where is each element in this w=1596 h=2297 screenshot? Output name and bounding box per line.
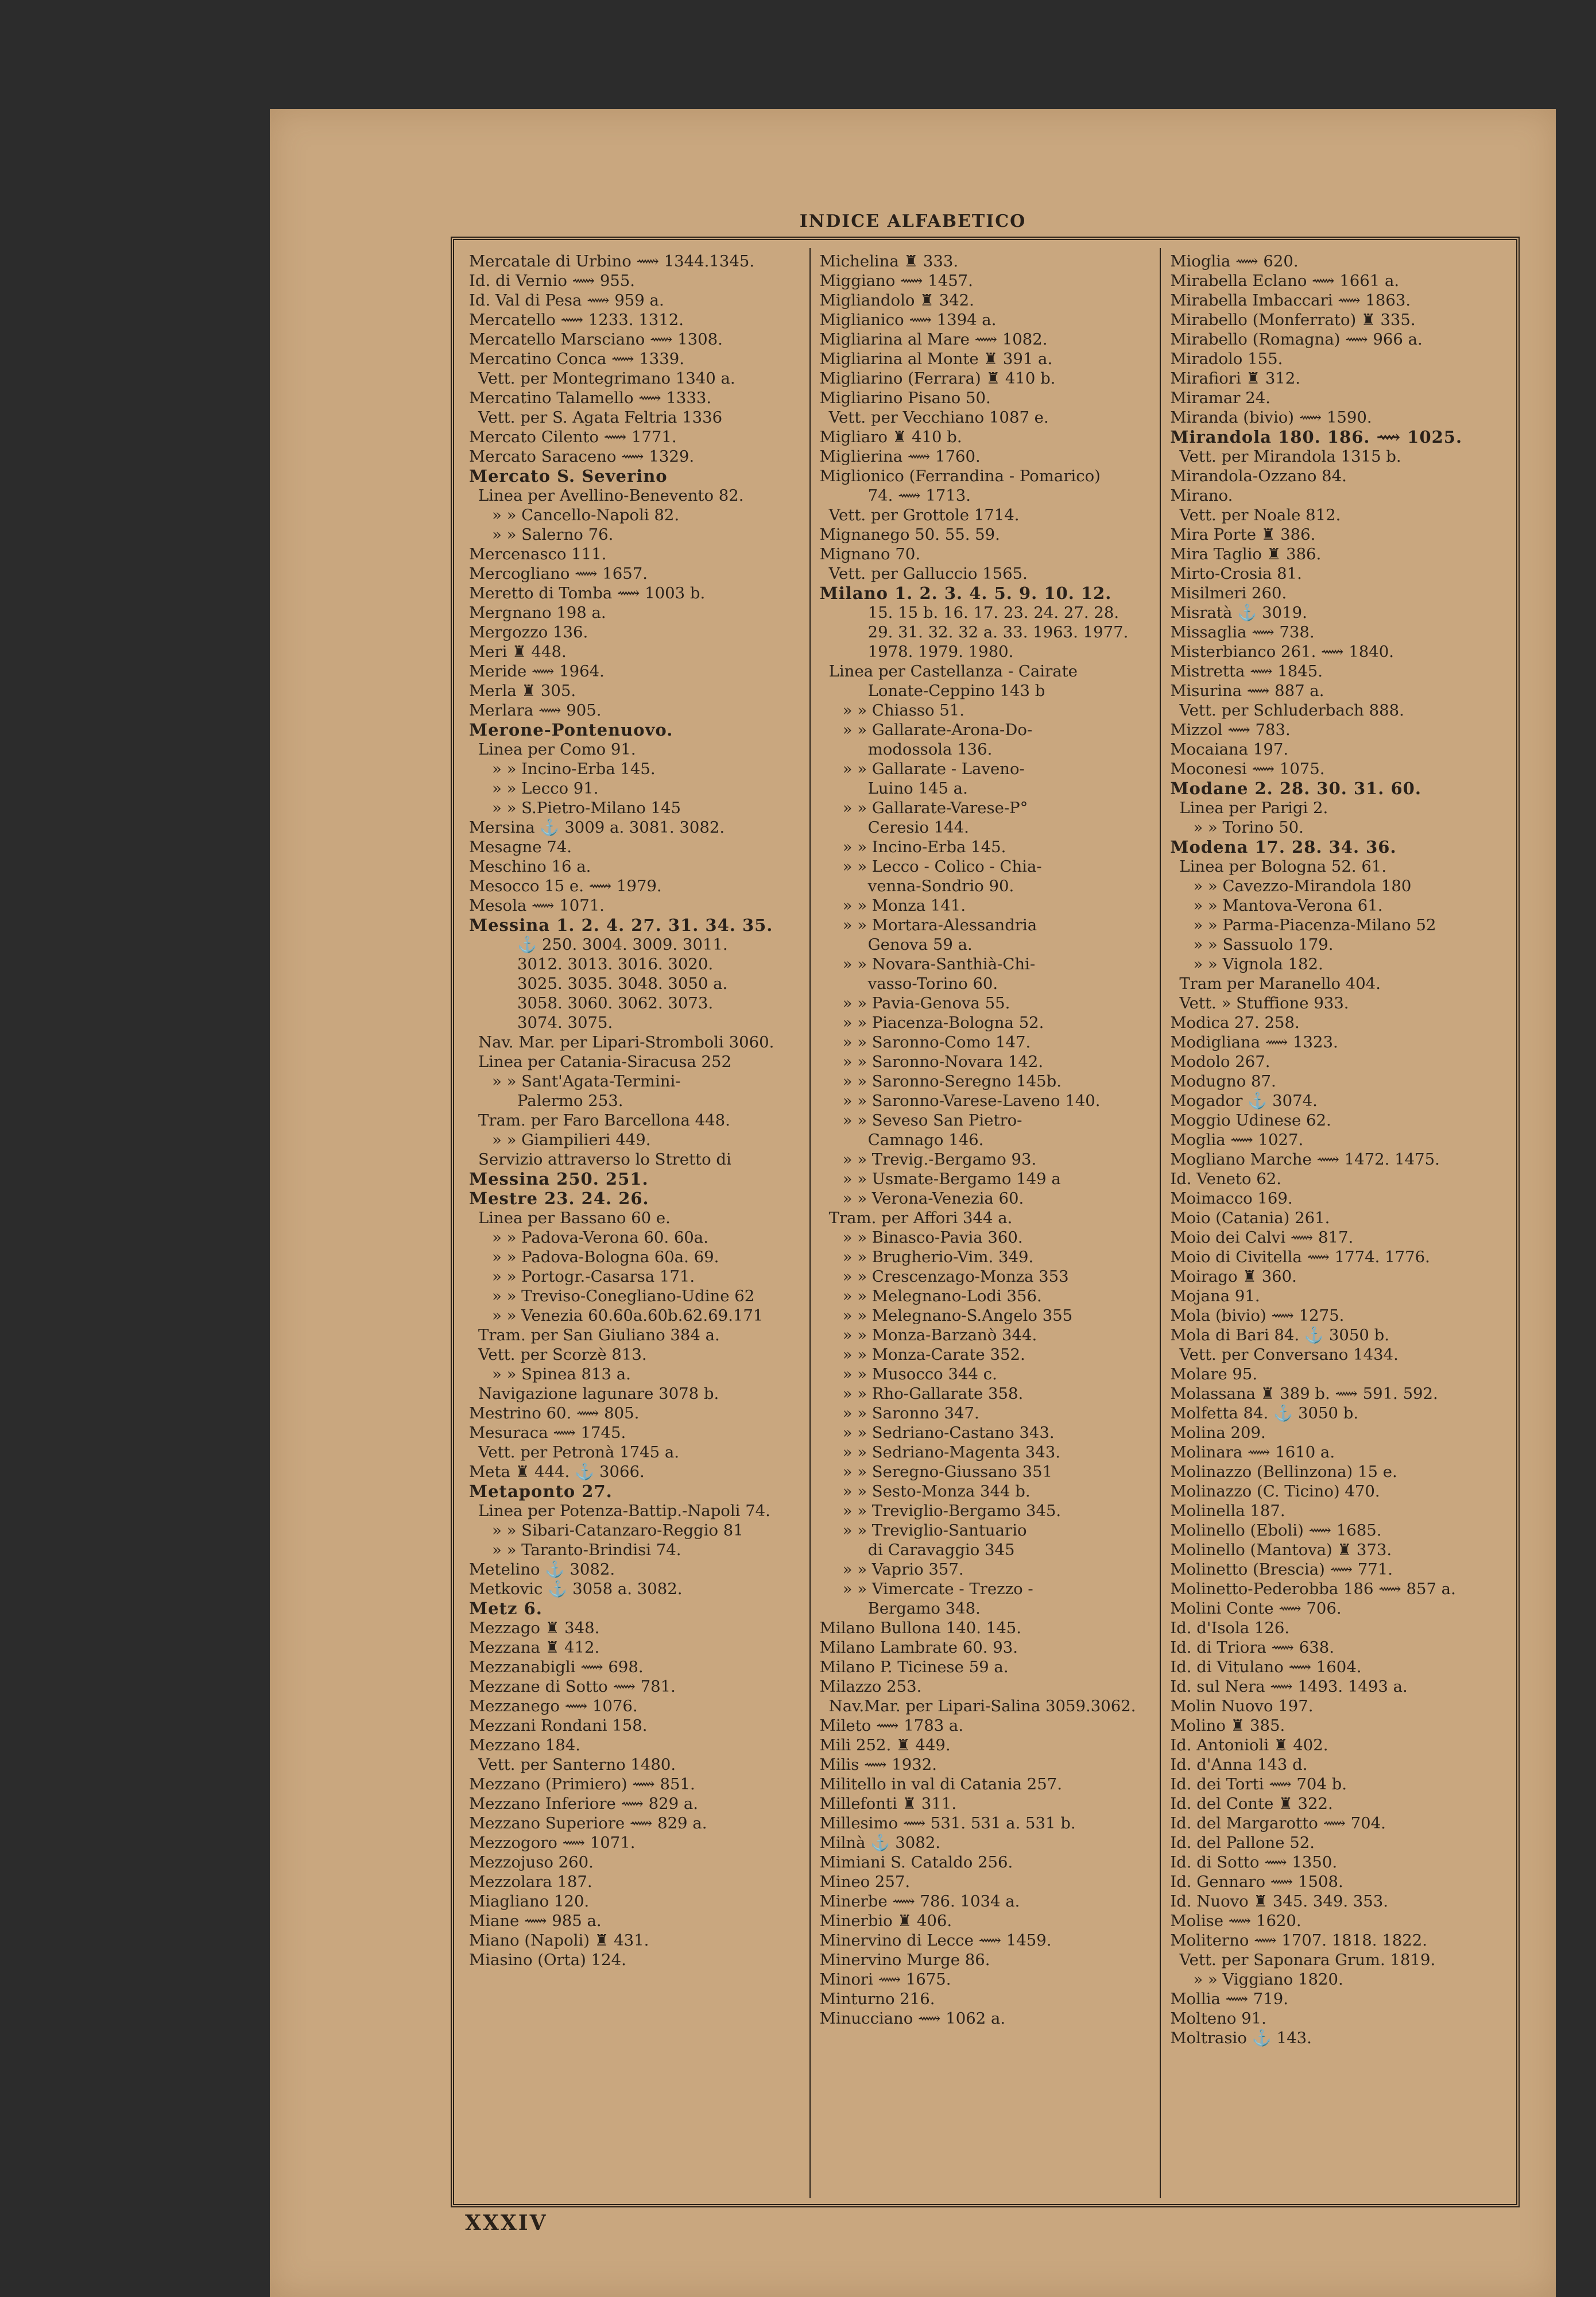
index-entry: Ceresio 144. [867, 818, 969, 837]
index-entry: Genova 59 a. [867, 935, 973, 954]
index-entry: » » Sant'Agata-Termini- [492, 1072, 681, 1091]
index-entry: » » Cavezzo-Mirandola 180 [1193, 877, 1412, 895]
index-entry: Id. di Sotto ⟿ 1350. [1170, 1853, 1338, 1871]
index-entry: Migliandolo ♜ 342. [819, 291, 974, 310]
index-entry: Modica 27. 258. [1170, 1014, 1300, 1032]
index-entry: Id. di Vitulano ⟿ 1604. [1170, 1658, 1362, 1676]
page [270, 109, 1556, 2297]
index-entry: » » Monza-Barzanò 344. [842, 1326, 1037, 1344]
index-entry: Tram per Maranello 404. [1179, 975, 1381, 993]
index-entry: » » Padova-Verona 60. 60a. [492, 1228, 708, 1247]
index-entry: Miramar 24. [1170, 389, 1270, 407]
index-entry: Mirafiori ♜ 312. [1170, 369, 1301, 388]
index-entry: Linea per Como 91. [478, 740, 636, 759]
index-entry: » » Venezia 60.60a.60b.62.69.171 [492, 1306, 764, 1325]
index-entry: Molinello (Eboli) ⟿ 1685. [1170, 1521, 1382, 1540]
index-entry: » » S.Pietro-Milano 145 [492, 799, 681, 817]
index-entry: Moconesi ⟿ 1075. [1170, 760, 1325, 778]
index-entry: 29. 31. 32. 32 a. 33. 1963. 1977. [867, 623, 1129, 641]
index-entry: Id. del Pallone 52. [1170, 1834, 1315, 1852]
index-entry: Moltrasio ⚓ 143. [1170, 2029, 1312, 2047]
index-entry: » » Lecco - Colico - Chia- [842, 857, 1042, 876]
index-entry: Millesimo ⟿ 531. 531 a. 531 b. [819, 1814, 1076, 1832]
index-entry: Mezzani Rondani 158. [469, 1716, 648, 1735]
index-entry: Migliaro ♜ 410 b. [819, 428, 962, 446]
index-entry: Bergamo 348. [867, 1599, 981, 1618]
index-entry: Vett. per Mirandola 1315 b. [1179, 447, 1401, 466]
index-entry: Mezzane di Sotto ⟿ 781. [469, 1677, 676, 1696]
index-entry: Messina 250. 251. [469, 1169, 649, 1189]
index-entry: Id. d'Anna 143 d. [1170, 1755, 1308, 1774]
index-entry: » » Treviglio-Santuario [842, 1521, 1027, 1540]
index-entry: » » Saronno-Novara 142. [842, 1053, 1044, 1071]
index-entry: Minerbe ⟿ 786. 1034 a. [819, 1892, 1020, 1911]
index-entry: Mezzanabigli ⟿ 698. [469, 1658, 644, 1676]
index-entry: Milis ⟿ 1932. [819, 1755, 937, 1774]
index-entry: Mignanego 50. 55. 59. [819, 525, 1000, 544]
index-entry: Molinazzo (Bellinzona) 15 e. [1170, 1463, 1397, 1481]
index-entry: Navigazione lagunare 3078 b. [478, 1385, 719, 1403]
index-entry: Misratà ⚓ 3019. [1170, 604, 1307, 622]
index-entry: » » Padova-Bologna 60a. 69. [492, 1248, 719, 1266]
index-entry: Mestrino 60. ⟿ 805. [469, 1404, 640, 1422]
index-entry: Mesocco 15 e. ⟿ 1979. [469, 877, 662, 895]
index-entry: 74. ⟿ 1713. [867, 486, 971, 505]
index-entry: » » Vignola 182. [1193, 955, 1323, 973]
index-entry: » » Musocco 344 c. [842, 1365, 997, 1383]
index-entry: Miranda (bivio) ⟿ 1590. [1170, 408, 1372, 427]
index-entry: Mira Taglio ♜ 386. [1170, 545, 1322, 563]
index-entry: Vett. per Galluccio 1565. [828, 564, 1028, 583]
index-entry: Vett. per Conversano 1434. [1179, 1345, 1399, 1364]
index-entry: Mira Porte ♜ 386. [1170, 525, 1316, 544]
index-entry: » » Portogr.-Casarsa 171. [492, 1267, 695, 1286]
index-entry: Luino 145 a. [867, 779, 968, 798]
index-entry: Mirano. [1170, 486, 1233, 505]
index-entry: Miane ⟿ 985 a. [469, 1912, 602, 1930]
index-entry: Vett. per Saponara Grum. 1819. [1179, 1951, 1436, 1969]
index-entry: » » Mantova-Verona 61. [1193, 896, 1383, 915]
index-entry: Vett. per Montegrimano 1340 a. [478, 369, 735, 388]
index-entry: Id. d'Isola 126. [1170, 1619, 1290, 1637]
index-column-1 [460, 248, 809, 2198]
index-entry: Missaglia ⟿ 738. [1170, 623, 1315, 641]
index-entry: 15. 15 b. 16. 17. 23. 24. 27. 28. [867, 604, 1119, 622]
index-entry: Id. sul Nera ⟿ 1493. 1493 a. [1170, 1677, 1408, 1696]
index-entry: » » Torino 50. [1193, 818, 1304, 837]
index-entry: modossola 136. [867, 740, 993, 759]
index-entry: Misurina ⟿ 887 a. [1170, 682, 1324, 700]
index-entry: Merone-Pontenuovo. [469, 720, 673, 740]
index-entry: Linea per Parigi 2. [1179, 799, 1328, 817]
index-entry: Mezzano 184. [469, 1736, 581, 1754]
index-entry: Moirago ♜ 360. [1170, 1267, 1297, 1286]
index-entry: » » Brugherio-Vim. 349. [842, 1248, 1034, 1266]
index-entry: Mirandola-Ozzano 84. [1170, 467, 1347, 485]
index-entry: Millefonti ♜ 311. [819, 1795, 957, 1813]
index-entry: » » Crescenzago-Monza 353 [842, 1267, 1069, 1286]
index-entry: Mesagne 74. [469, 838, 572, 856]
index-entry: Messina 1. 2. 4. 27. 31. 34. 35. [469, 915, 773, 935]
index-entry: » » Monza 141. [842, 896, 966, 915]
index-entry: Molteno 91. [1170, 2009, 1266, 2028]
index-entry: 3074. 3075. [517, 1014, 613, 1032]
index-entry: Molinazzo (C. Ticino) 470. [1170, 1482, 1380, 1501]
index-entry: venna-Sondrio 90. [867, 877, 1014, 895]
index-entry: Milnà ⚓ 3082. [819, 1834, 940, 1852]
index-entry: Meri ♜ 448. [469, 643, 567, 661]
index-entry: Modigliana ⟿ 1323. [1170, 1033, 1338, 1051]
index-entry: Mezzolara 187. [469, 1873, 592, 1891]
index-entry: Mezzago ♜ 348. [469, 1619, 600, 1637]
index-entry: Mezzano (Primiero) ⟿ 851. [469, 1775, 695, 1793]
index-column-3 [1160, 248, 1510, 2198]
index-entry: Id. dei Torti ⟿ 704 b. [1170, 1775, 1347, 1793]
index-entry: Miradolo 155. [1170, 350, 1283, 368]
index-entry: » » Chiasso 51. [842, 701, 965, 720]
index-entry: Mioglia ⟿ 620. [1170, 252, 1299, 270]
index-entry: Mesuraca ⟿ 1745. [469, 1424, 626, 1442]
index-entry: Minori ⟿ 1675. [819, 1970, 951, 1989]
index-entry: Mezzano Inferiore ⟿ 829 a. [469, 1795, 699, 1813]
index-entry: Miggiano ⟿ 1457. [819, 272, 973, 290]
index-entry: » » Seveso San Pietro- [842, 1111, 1022, 1130]
index-entry: » » Gallarate-Varese-P° [842, 799, 1028, 817]
index-entry: Mineo 257. [819, 1873, 911, 1891]
index-entry: Misilmeri 260. [1170, 584, 1287, 602]
index-entry: Merlara ⟿ 905. [469, 701, 602, 720]
index-entry: ⚓ 250. 3004. 3009. 3011. [517, 935, 728, 954]
index-entry: Id. di Triora ⟿ 638. [1170, 1638, 1334, 1657]
index-entry: Miglianico ⟿ 1394 a. [819, 311, 997, 329]
index-entry: Linea per Bologna 52. 61. [1179, 857, 1387, 876]
index-entry: Tram. per San Giuliano 384 a. [478, 1326, 720, 1344]
index-entry: Meschino 16 a. [469, 857, 591, 876]
index-entry: » » Saronno 347. [842, 1404, 979, 1422]
index-entry: Nav.Mar. per Lipari-Salina 3059.3062. [828, 1697, 1136, 1715]
index-entry: Moglia ⟿ 1027. [1170, 1131, 1304, 1149]
index-entry: 1978. 1979. 1980. [867, 643, 1014, 661]
index-entry: » » Spinea 813 a. [492, 1365, 631, 1383]
index-entry: Modolo 267. [1170, 1053, 1270, 1071]
index-entry: Mersina ⚓ 3009 a. 3081. 3082. [469, 818, 725, 837]
page-number: XXXIV [465, 2211, 548, 2235]
index-column-2 [809, 248, 1160, 2198]
index-entry: Miano (Napoli) ♜ 431. [469, 1931, 649, 1950]
index-entry: Mola di Bari 84. ⚓ 3050 b. [1170, 1326, 1389, 1344]
index-entry: Palermo 253. [517, 1092, 623, 1110]
index-entry: Milazzo 253. [819, 1677, 922, 1696]
index-entry: Mergozzo 136. [469, 623, 588, 641]
index-entry: » » Saronno-Seregno 145b. [842, 1072, 1062, 1091]
index-entry: Mercogliano ⟿ 1657. [469, 564, 648, 583]
index-entry: Mercenasco 111. [469, 545, 607, 563]
index-entry: » » Treviso-Conegliano-Udine 62 [492, 1287, 755, 1305]
index-entry: » » Novara-Santhià-Chi- [842, 955, 1036, 973]
index-entry: Molfetta 84. ⚓ 3050 b. [1170, 1404, 1359, 1422]
index-entry: Mogliano Marche ⟿ 1472. 1475. [1170, 1150, 1440, 1169]
index-entry: Mocaiana 197. [1170, 740, 1289, 759]
index-entry: Vett. per Scorzè 813. [478, 1345, 647, 1364]
index-entry: Migliarino Pisano 50. [819, 389, 991, 407]
index-entry: Mercatello Marsciano ⟿ 1308. [469, 330, 723, 349]
index-entry: Mercatino Conca ⟿ 1339. [469, 350, 684, 368]
index-entry: Mileto ⟿ 1783 a. [819, 1716, 964, 1735]
index-entry: Mollia ⟿ 719. [1170, 1990, 1288, 2008]
index-entry: Mezzojuso 260. [469, 1853, 594, 1871]
index-entry: » » Giampilieri 449. [492, 1131, 651, 1149]
index-entry: » » Viggiano 1820. [1193, 1970, 1343, 1989]
index-entry: Minervino Murge 86. [819, 1951, 990, 1969]
index-entry: Milano Bullona 140. 145. [819, 1619, 1021, 1637]
index-entry: Mili 252. ♜ 449. [819, 1736, 951, 1754]
index-entry: » » Verona-Venezia 60. [842, 1189, 1024, 1208]
index-entry: Metaponto 27. [469, 1482, 613, 1501]
index-entry: Mogador ⚓ 3074. [1170, 1092, 1318, 1110]
index-entry: Moio dei Calvi ⟿ 817. [1170, 1228, 1354, 1247]
index-entry: Minervino di Lecce ⟿ 1459. [819, 1931, 1052, 1950]
index-entry: 3025. 3035. 3048. 3050 a. [517, 975, 728, 993]
index-entry: » » Saronno-Como 147. [842, 1033, 1031, 1051]
index-entry: Moio (Catania) 261. [1170, 1209, 1330, 1227]
index-entry: Linea per Potenza-Battip.-Napoli 74. [478, 1502, 770, 1520]
index-entry: Nav. Mar. per Lipari-Stromboli 3060. [478, 1033, 774, 1051]
index-entry: Minerbio ♜ 406. [819, 1912, 952, 1930]
index-entry: Metz 6. [469, 1599, 543, 1618]
index-entry: » » Melegnano-S.Angelo 355 [842, 1306, 1073, 1325]
index-entry: Vett. per Vecchiano 1087 e. [828, 408, 1049, 427]
index-entry: Molise ⟿ 1620. [1170, 1912, 1301, 1930]
index-entry: Id. del Conte ♜ 322. [1170, 1795, 1333, 1813]
index-entry: Mercatino Talamello ⟿ 1333. [469, 389, 712, 407]
index-entry: Linea per Catania-Siracusa 252 [478, 1053, 732, 1071]
index-entry: Mirabella Eclano ⟿ 1661 a. [1170, 272, 1400, 290]
index-entry: Id. Antonioli ♜ 402. [1170, 1736, 1328, 1754]
index-entry: Mercato Saraceno ⟿ 1329. [469, 447, 695, 466]
index-entry: » » Sassuolo 179. [1193, 935, 1334, 954]
index-entry: Vett. per Schluderbach 888. [1179, 701, 1404, 720]
index-entry: di Caravaggio 345 [867, 1541, 1015, 1559]
index-entry: Linea per Bassano 60 e. [478, 1209, 671, 1227]
index-entry: Mezzogoro ⟿ 1071. [469, 1834, 636, 1852]
index-entry: Meride ⟿ 1964. [469, 662, 605, 680]
index-entry: Mestre 23. 24. 26. [469, 1189, 649, 1208]
index-entry: Linea per Avellino-Benevento 82. [478, 486, 744, 505]
index-entry: Molini Conte ⟿ 706. [1170, 1599, 1342, 1618]
index-entry: Camnago 146. [867, 1131, 984, 1149]
index-entry: Miagliano 120. [469, 1892, 590, 1911]
index-entry: Molare 95. [1170, 1365, 1258, 1383]
index-entry: Mirandola 180. 186. ⟿ 1025. [1170, 427, 1463, 447]
index-entry: Miasino (Orta) 124. [469, 1951, 626, 1969]
index-entry: » » Cancello-Napoli 82. [492, 506, 680, 524]
index-entry: » » Vaprio 357. [842, 1560, 964, 1579]
index-entry: Milano 1. 2. 3. 4. 5. 9. 10. 12. [819, 583, 1112, 603]
index-entry: Miglionico (Ferrandina - Pomarico) [819, 467, 1101, 485]
index-entry: Linea per Castellanza - Cairate [828, 662, 1078, 680]
index-entry: Modugno 87. [1170, 1072, 1276, 1091]
index-entry: Molinetto-Pederobba 186 ⟿ 857 a. [1170, 1580, 1456, 1598]
index-entry: Merla ♜ 305. [469, 682, 576, 700]
index-entry: » » Usmate-Bergamo 149 a [842, 1170, 1061, 1188]
index-entry: » » Binasco-Pavia 360. [842, 1228, 1023, 1247]
index-entry: Mercato S. Severino [469, 466, 668, 486]
index-entry: » » Piacenza-Bologna 52. [842, 1014, 1044, 1032]
index-entry: » » Incino-Erba 145. [842, 838, 1006, 856]
page-title: INDICE ALFABETICO [799, 211, 1026, 231]
index-entry: Meta ♜ 444. ⚓ 3066. [469, 1463, 645, 1481]
index-entry: » » Incino-Erba 145. [492, 760, 656, 778]
index-entry: » » Vimercate - Trezzo - [842, 1580, 1033, 1598]
index-entry: » » Saronno-Varese-Laveno 140. [842, 1092, 1101, 1110]
index-entry: Mimiani S. Cataldo 256. [819, 1853, 1013, 1871]
index-entry: Id. Veneto 62. [1170, 1170, 1281, 1188]
index-entry: Id. Nuovo ♜ 345. 349. 353. [1170, 1892, 1389, 1911]
index-entry: vasso-Torino 60. [867, 975, 998, 993]
index-entry: » » Pavia-Genova 55. [842, 994, 1010, 1012]
index-entry: » » Sedriano-Castano 343. [842, 1424, 1055, 1442]
index-entry: Mercatello ⟿ 1233. 1312. [469, 311, 684, 329]
index-entry: » » Seregno-Giussano 351 [842, 1463, 1053, 1481]
index-entry: Michelina ♜ 333. [819, 252, 959, 270]
index-entry: Id. Val di Pesa ⟿ 959 a. [469, 291, 664, 310]
index-entry: » » Salerno 76. [492, 525, 614, 544]
index-entry: Moliterno ⟿ 1707. 1818. 1822. [1170, 1931, 1427, 1950]
index-entry: Metkovic ⚓ 3058 a. 3082. [469, 1580, 683, 1598]
index-entry: » » Sesto-Monza 344 b. [842, 1482, 1031, 1501]
index-entry: Vett. per Grottole 1714. [828, 506, 1020, 524]
index-entry: Moio di Civitella ⟿ 1774. 1776. [1170, 1248, 1430, 1266]
index-entry: Vett. per Santerno 1480. [478, 1755, 676, 1774]
index-entry: Moggio Udinese 62. [1170, 1111, 1331, 1130]
index-entry: Modena 17. 28. 34. 36. [1170, 837, 1397, 857]
index-entry: Tram. per Affori 344 a. [828, 1209, 1013, 1227]
index-entry: Mirto-Crosia 81. [1170, 564, 1302, 583]
index-entry: Tram. per Faro Barcellona 448. [478, 1111, 730, 1130]
index-entry: Mergnano 198 a. [469, 604, 606, 622]
index-entry: » » Monza-Carate 352. [842, 1345, 1025, 1364]
index-entry: Misterbianco 261. ⟿ 1840. [1170, 643, 1394, 661]
index-entry: Migliarino (Ferrara) ♜ 410 b. [819, 369, 1056, 388]
index-entry: Migliarina al Mare ⟿ 1082. [819, 330, 1048, 349]
index-entry: Id. del Margarotto ⟿ 704. [1170, 1814, 1386, 1832]
index-entry: » » Gallarate - Laveno- [842, 760, 1025, 778]
index-entry: Molassana ♜ 389 b. ⟿ 591. 592. [1170, 1385, 1438, 1403]
index-entry: Minucciano ⟿ 1062 a. [819, 2009, 1006, 2028]
index-entry: 3058. 3060. 3062. 3073. [517, 994, 714, 1012]
index-entry: Mesola ⟿ 1071. [469, 896, 605, 915]
index-entry: » » Lecco 91. [492, 779, 599, 798]
index-entry: Militello in val di Catania 257. [819, 1775, 1063, 1793]
index-entry: Vett. » Stuffione 933. [1179, 994, 1349, 1012]
index-entry: Modane 2. 28. 30. 31. 60. [1170, 779, 1421, 798]
index-entry: » » Sibari-Catanzaro-Reggio 81 [492, 1521, 743, 1540]
index-entry: Mirabella Imbaccari ⟿ 1863. [1170, 291, 1411, 310]
index-entry: Molinello (Mantova) ♜ 373. [1170, 1541, 1392, 1559]
index-entry: Molina 209. [1170, 1424, 1266, 1442]
index-entry: Miglierina ⟿ 1760. [819, 447, 981, 466]
index-entry: » » Mortara-Alessandria [842, 916, 1037, 934]
index-entry: Vett. per Noale 812. [1179, 506, 1341, 524]
index-entry: Molino ♜ 385. [1170, 1716, 1285, 1735]
index-entry: Milano P. Ticinese 59 a. [819, 1658, 1009, 1676]
index-entry: Moimacco 169. [1170, 1189, 1293, 1208]
index-entry: 3012. 3013. 3016. 3020. [517, 955, 714, 973]
index-entry: » » Trevig.-Bergamo 93. [842, 1150, 1037, 1169]
index-frame [451, 237, 1520, 2207]
index-entry: » » Sedriano-Magenta 343. [842, 1443, 1060, 1461]
index-entry: Id. di Vernio ⟿ 955. [469, 272, 636, 290]
index-entry: Mizzol ⟿ 783. [1170, 721, 1291, 739]
index-entry: Migliarina al Monte ♜ 391 a. [819, 350, 1053, 368]
index-entry: Vett. per S. Agata Feltria 1336 [478, 408, 723, 427]
index-entry: Molinetto (Brescia) ⟿ 771. [1170, 1560, 1393, 1579]
index-entry: Mezzano Superiore ⟿ 829 a. [469, 1814, 707, 1832]
index-entry: Vett. per Petronà 1745 a. [478, 1443, 679, 1461]
index-entry: Metelino ⚓ 3082. [469, 1560, 615, 1579]
index-entry: » » Rho-Gallarate 358. [842, 1385, 1024, 1403]
index-entry: Mignano 70. [819, 545, 921, 563]
index-entry: » » Parma-Piacenza-Milano 52 [1193, 916, 1436, 934]
index-entry: Mirabello (Monferrato) ♜ 335. [1170, 311, 1416, 329]
index-entry: Minturno 216. [819, 1990, 935, 2008]
index-entry: Molinara ⟿ 1610 a. [1170, 1443, 1335, 1461]
index-entry: Mezzana ♜ 412. [469, 1638, 600, 1657]
index-entry: Mirabello (Romagna) ⟿ 966 a. [1170, 330, 1423, 349]
index-entry: » » Melegnano-Lodi 356. [842, 1287, 1042, 1305]
index-entry: Id. Gennaro ⟿ 1508. [1170, 1873, 1343, 1891]
index-entry: Molinella 187. [1170, 1502, 1285, 1520]
index-entry: Mercatale di Urbino ⟿ 1344.1345. [469, 252, 755, 270]
index-entry: Lonate-Ceppino 143 b [867, 682, 1045, 700]
index-entry: Mercato Cilento ⟿ 1771. [469, 428, 677, 446]
index-entry: Mola (bivio) ⟿ 1275. [1170, 1306, 1345, 1325]
index-entry: Molin Nuovo 197. [1170, 1697, 1314, 1715]
index-entry: » » Taranto-Brindisi 74. [492, 1541, 681, 1559]
index-entry: Meretto di Tomba ⟿ 1003 b. [469, 584, 706, 602]
index-entry: Servizio attraverso lo Stretto di [478, 1150, 731, 1169]
index-entry: Mistretta ⟿ 1845. [1170, 662, 1323, 680]
index-entry: Mezzanego ⟿ 1076. [469, 1697, 638, 1715]
index-entry: » » Gallarate-Arona-Do- [842, 721, 1033, 739]
index-entry: Milano Lambrate 60. 93. [819, 1638, 1018, 1657]
index-entry: Mojana 91. [1170, 1287, 1260, 1305]
index-entry: » » Treviglio-Bergamo 345. [842, 1502, 1062, 1520]
